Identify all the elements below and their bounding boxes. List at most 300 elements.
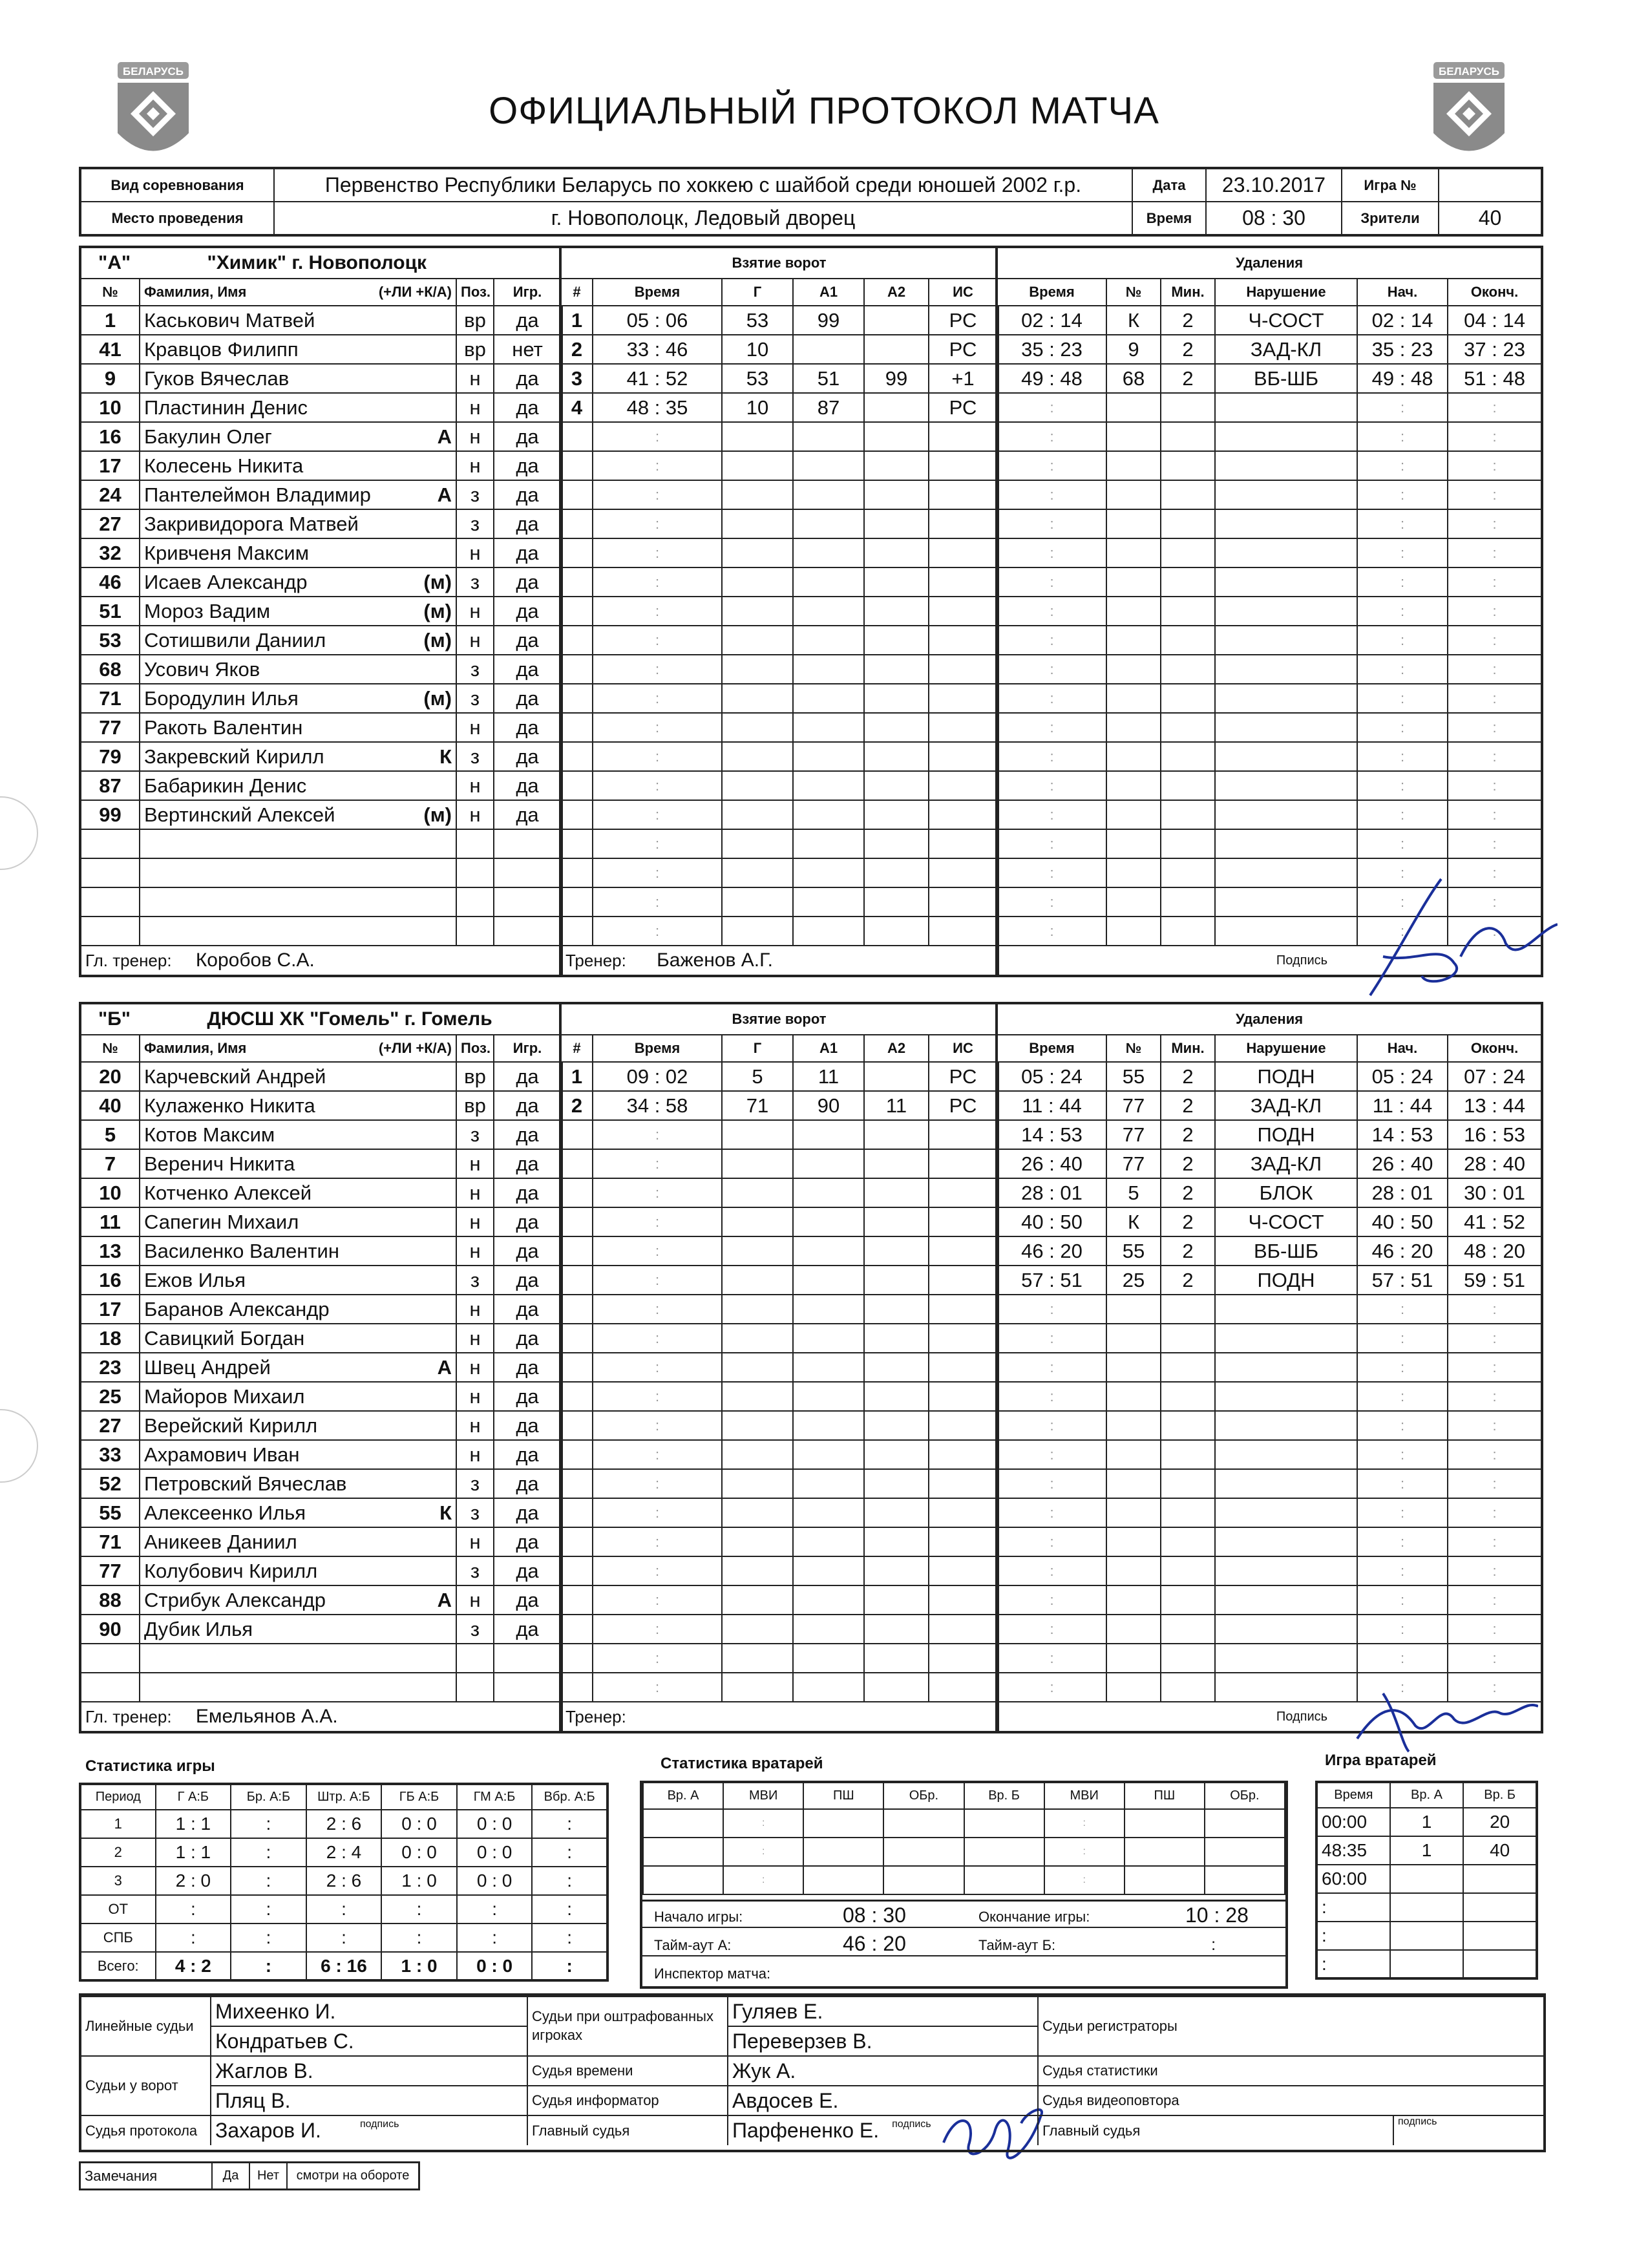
player-name-cell: [140, 626, 456, 655]
goal-time: 09 : 02: [593, 1062, 722, 1091]
col-goal: Г: [722, 1035, 793, 1062]
player-number: 33: [80, 1440, 140, 1469]
goalie-play-time: 60:00: [1316, 1865, 1390, 1893]
player-position: з: [456, 1615, 494, 1644]
stat-b: 0: [200, 1871, 211, 1891]
venue-label: Место проведения: [80, 202, 274, 235]
penalty-end: 13 : 44: [1448, 1091, 1542, 1120]
timeout-a-label: Тайм-аут А:: [654, 1937, 732, 1953]
penalty-end-sec: 01: [1503, 1181, 1525, 1204]
stat-gb: 0 : 0: [381, 1810, 457, 1838]
stat-br: :: [231, 1952, 306, 1980]
stat-a: 2: [175, 1871, 186, 1891]
player-name: Котченко Алексей: [144, 1181, 312, 1204]
penalty-minutes: 2: [1161, 1236, 1215, 1266]
stat-b: 2: [201, 1955, 211, 1976]
penalty-infraction: ВБ-ШБ: [1215, 1236, 1357, 1266]
player-number: 20: [80, 1062, 140, 1091]
player-row: [80, 451, 562, 480]
player-row: [80, 1673, 562, 1702]
player-name-cell: [140, 771, 456, 800]
penalty-row: [997, 364, 1542, 393]
goal-row: [560, 364, 998, 393]
player-position: н: [456, 1149, 494, 1178]
player-row: [80, 1149, 562, 1178]
player-name-cell: [140, 1295, 456, 1324]
head-coach-name: Емельянов А.А.: [195, 1706, 338, 1727]
stat-header: ГМ А:Б: [457, 1784, 533, 1810]
stat-a: 6: [321, 1955, 331, 1976]
stat-row: [80, 1810, 607, 1838]
player-name-cell: [140, 1498, 456, 1527]
stat-vb: :: [532, 1895, 607, 1924]
goalie-play-b: [1463, 1922, 1537, 1950]
player-position: н: [456, 1295, 494, 1324]
player-name-cell: [140, 1207, 456, 1236]
player-played: да: [494, 1091, 562, 1120]
penalty-min-time: 28: [1021, 1181, 1044, 1204]
player-name-cell: [140, 335, 456, 364]
goalie-play-row: [1316, 1865, 1537, 1893]
stat-period: 2: [80, 1838, 156, 1867]
player-row: [80, 887, 562, 917]
team-letter: "Б": [98, 1008, 131, 1030]
player-number: 1: [80, 306, 140, 335]
penalty-time: 14 : 53: [997, 1120, 1106, 1149]
goalie-play-row: [1316, 1836, 1537, 1865]
remarks-yes[interactable]: Да: [212, 2163, 249, 2190]
stat-gb: 1 : 0: [381, 1867, 457, 1895]
penalty-start-sec: 01: [1410, 1181, 1433, 1204]
date-value: 23.10.2017: [1206, 168, 1342, 202]
player-number: 79: [80, 742, 140, 771]
col-end: Оконч.: [1448, 279, 1542, 306]
player-role: А: [437, 1355, 452, 1379]
player-row: [80, 829, 562, 858]
player-name: Петровский Вячеслав: [144, 1472, 347, 1495]
col-infraction: Нарушение: [1215, 1035, 1357, 1062]
player-number: 10: [80, 1178, 140, 1207]
game-number-label: Игра №: [1342, 168, 1439, 202]
goal-row: [560, 306, 998, 335]
player-name-cell: [140, 1615, 456, 1644]
player-number: 18: [80, 1324, 140, 1353]
player-number: 52: [80, 1469, 140, 1498]
stat-a: 2: [326, 1871, 337, 1891]
player-name: Карчевский Андрей: [144, 1065, 326, 1088]
timekeeper-label: Судья времени: [527, 2056, 728, 2086]
penalty-end: 51 : 48: [1448, 364, 1542, 393]
stat-br: :: [231, 1895, 306, 1924]
player-role: (м): [423, 803, 452, 826]
player-position: н: [456, 597, 494, 626]
coach-label: Тренер:: [565, 951, 626, 970]
timekeeper-name: Жук А.: [728, 2056, 1038, 2086]
team_a-penalties: Удаления Время № Мин. Нарушение Нач. Оконч. 02 : 14 К 2 Ч-СОСТ 02 : 14 04 : 14 35 : 23 9 2 ЗАД-КЛ 35 : 23 37 : 23 49 : 48 68 2 ВБ-ШБ 49 : 48 51 : 48 : : : : : : : : : : : : : : : : : : : : : : : : : : : : : : : : : : : : : : : : : : : : : : : : : : : : : : : : : Подпись: [995, 246, 1543, 977]
player-number: 55: [80, 1498, 140, 1527]
penalty-minutes: 2: [1161, 1120, 1215, 1149]
player-number: 10: [80, 393, 140, 422]
player-position: н: [456, 1353, 494, 1382]
penalty-min-time: 46: [1021, 1239, 1044, 1262]
player-name-cell: [140, 538, 456, 567]
remarks-see-back[interactable]: смотри на обороте: [287, 2163, 419, 2190]
timeout-b-label: Тайм-аут Б:: [978, 1937, 1056, 1953]
officials-box: [79, 1993, 1546, 2152]
penalty-end-sec: 48: [1503, 366, 1525, 390]
goal-sec: 52: [665, 366, 688, 390]
player-name: Закревский Кирилл: [144, 745, 324, 768]
goal-situation: +1: [929, 364, 998, 393]
secretary-label: Судья протокола: [81, 2115, 211, 2145]
player-number: 41: [80, 335, 140, 364]
informer-name: Авдосев Е.: [728, 2086, 1038, 2115]
penalty-minutes: 2: [1161, 1062, 1215, 1091]
player-role: А: [437, 483, 452, 506]
linesman-2: Кондратьев С.: [211, 2026, 527, 2056]
stat-b: 0: [502, 1814, 512, 1834]
goal-assist-2: 11: [864, 1091, 929, 1120]
goal-assist-2: 99: [864, 364, 929, 393]
player-name-cell: [140, 1527, 456, 1556]
player-position: н: [456, 364, 494, 393]
goal-assist-2: [864, 335, 929, 364]
stat-header: Вбр. А:Б: [532, 1784, 607, 1810]
col-time: Время: [593, 279, 722, 306]
competition-label: Вид соревнования: [80, 168, 274, 202]
player-number: 77: [80, 713, 140, 742]
penalty-min-time: 11: [1022, 1094, 1043, 1117]
penalty-minutes: 2: [1161, 335, 1215, 364]
goalie-play-row: [1316, 1922, 1537, 1950]
player-name: Ракоть Валентин: [144, 715, 303, 739]
penalty-infraction: ЗАД-КЛ: [1215, 335, 1357, 364]
player-row: [80, 1178, 562, 1207]
player-played: да: [494, 800, 562, 829]
penalty-box-judge-1: Гуляев Е.: [728, 1997, 1038, 2026]
player-position: з: [456, 1266, 494, 1295]
player-played: [494, 917, 562, 946]
goal-judge-2: Пляц В.: [211, 2086, 527, 2115]
player-played: нет: [494, 335, 562, 364]
stat-gm: 0 : 0: [457, 1952, 533, 1980]
stat-vb: :: [532, 1952, 607, 1980]
stat-g: 2 : 0: [156, 1867, 231, 1895]
penalty-end-min: 28: [1464, 1152, 1486, 1175]
player-number: 90: [80, 1615, 140, 1644]
player-played: [494, 829, 562, 858]
penalty-player: К: [1106, 1207, 1161, 1236]
player-name-cell: [140, 713, 456, 742]
player-row: [80, 1207, 562, 1236]
player-position: н: [456, 1382, 494, 1411]
team-name: "Химик" г. Новополоцк: [207, 252, 427, 273]
player-position: [456, 858, 494, 887]
penalty-min-time: 05: [1021, 1065, 1044, 1088]
stat-period: 1: [80, 1810, 156, 1838]
player-name-cell: [140, 917, 456, 946]
player-played: да: [494, 364, 562, 393]
goal-sec: 58: [665, 1094, 688, 1117]
stat-header: Г А:Б: [156, 1784, 231, 1810]
penalty-time: 02 : 14: [997, 306, 1106, 335]
penalty-infraction: Ч-СОСТ: [1215, 306, 1357, 335]
col-pnum: №: [1106, 279, 1161, 306]
goalie-play-b: 20: [1463, 1808, 1537, 1836]
penalty-end-sec: 40: [1503, 1152, 1525, 1175]
penalty-infraction: Ч-СОСТ: [1215, 1207, 1357, 1236]
penalty-min-time: 26: [1021, 1152, 1044, 1175]
player-played: да: [494, 451, 562, 480]
goalie-stat-header: ПШ: [803, 1783, 883, 1809]
penalty-infraction: ЗАД-КЛ: [1215, 1091, 1357, 1120]
goalie-play-header: Вр. А: [1390, 1782, 1464, 1808]
logo-text: БЕЛАРУСЬ: [1439, 65, 1499, 78]
penalty-end: 04 : 14: [1448, 306, 1542, 335]
player-role: (м): [423, 628, 452, 652]
player-played: да: [494, 1556, 562, 1585]
stat-period: Всего:: [80, 1952, 156, 1980]
player-position: [456, 829, 494, 858]
player-number: 9: [80, 364, 140, 393]
player-role: (м): [423, 570, 452, 593]
player-position: н: [456, 1324, 494, 1353]
stat-row: [80, 1924, 607, 1952]
col-is: ИС: [929, 279, 998, 306]
player-position: [456, 887, 494, 917]
time-label: Время: [1132, 202, 1206, 235]
player-row: [80, 1062, 562, 1091]
player-name: Мороз Вадим: [144, 599, 271, 622]
penalty-start: 46 : 20: [1357, 1236, 1448, 1266]
player-name: Колубович Кирилл: [144, 1559, 318, 1582]
penalty-player: 77: [1106, 1091, 1161, 1120]
stat-a: 0: [476, 1814, 487, 1834]
player-number: 17: [80, 1295, 140, 1324]
player-name: Бородулин Илья: [144, 686, 299, 710]
penalty-start-sec: 50: [1410, 1210, 1433, 1233]
penalty-start-sec: 44: [1410, 1094, 1433, 1117]
penalty-infraction: ПОДН: [1215, 1062, 1357, 1091]
penalty-time: 26 : 40: [997, 1149, 1106, 1178]
remarks-label: Замечания: [80, 2163, 213, 2190]
penalty-min-time: 02: [1021, 308, 1044, 332]
penalty-infraction: ВБ-ШБ: [1215, 364, 1357, 393]
player-number: [80, 829, 140, 858]
player-position: вр: [456, 306, 494, 335]
penalty-sec-time: 24: [1060, 1065, 1083, 1088]
player-number: 32: [80, 538, 140, 567]
player-position: вр: [456, 335, 494, 364]
penalties-title: Удаления: [997, 1003, 1542, 1035]
col-name: Фамилия, Имя: [144, 1040, 247, 1056]
game-number-value: [1439, 168, 1542, 202]
player-name: Усович Яков: [144, 657, 260, 681]
player-name-cell: [140, 887, 456, 917]
stat-row: [80, 1838, 607, 1867]
player-position: [456, 917, 494, 946]
penalty-end: 48 : 20: [1448, 1236, 1542, 1266]
player-name: Бабарикин Денис: [144, 774, 307, 797]
penalty-end-sec: 53: [1503, 1123, 1525, 1146]
penalty-start: 35 : 23: [1357, 335, 1448, 364]
player-role: (м): [423, 686, 452, 710]
penalty-start-sec: 24: [1410, 1065, 1433, 1088]
player-played: [494, 1644, 562, 1673]
coach-label: Тренер:: [565, 1707, 626, 1726]
goal-number: 2: [560, 335, 593, 364]
remarks-no[interactable]: Нет: [249, 2163, 287, 2190]
stat-b: 16: [346, 1955, 367, 1976]
stat-a: 1: [175, 1814, 186, 1834]
timeout-a-value: 46 : 20: [843, 1932, 906, 1955]
chief-sign-label: подпись: [1393, 2115, 1543, 2145]
goalie-play-time: 00:00: [1316, 1808, 1390, 1836]
penalty-start: 14 : 53: [1357, 1120, 1448, 1149]
goal-min: 09: [626, 1065, 650, 1088]
player-position: з: [456, 1120, 494, 1149]
player-name-cell: [140, 1469, 456, 1498]
stat-gb: 1 : 0: [381, 1952, 457, 1980]
col-min: Мин.: [1161, 279, 1215, 306]
stat-b: 6: [351, 1814, 362, 1834]
player-played: да: [494, 393, 562, 422]
stat-gm: 0 : 0: [457, 1867, 533, 1895]
player-number: [80, 887, 140, 917]
goal-min: 34: [626, 1094, 650, 1117]
stats-judge-label: Судья статистики: [1038, 2056, 1543, 2086]
goal-row: [560, 1091, 998, 1120]
player-number: 88: [80, 1585, 140, 1615]
player-number: 16: [80, 1266, 140, 1295]
signature-label: Подпись: [1276, 953, 1328, 968]
penalty-start: 05 : 24: [1357, 1062, 1448, 1091]
player-name: Сотишвили Даниил: [144, 628, 326, 652]
col-pos: Поз.: [456, 279, 494, 306]
player-name-cell: [140, 1324, 456, 1353]
penalty-start-sec: 20: [1410, 1239, 1433, 1262]
player-role: А: [437, 425, 452, 448]
player-played: да: [494, 626, 562, 655]
stat-period: СПБ: [80, 1924, 156, 1952]
player-name: Вертинский Алексей: [144, 803, 335, 826]
stat-header: ГБ А:Б: [381, 1784, 457, 1810]
goalie-play-a: [1390, 1950, 1464, 1978]
col-played: Игр.: [494, 1035, 562, 1062]
penalty-min-time: 57: [1021, 1268, 1044, 1291]
player-played: да: [494, 771, 562, 800]
stat-br: :: [231, 1867, 306, 1895]
player-row: [80, 858, 562, 887]
player-position: н: [456, 1527, 494, 1556]
col-a2: А2: [864, 279, 929, 306]
team_b-penalties: Удаления Время № Мин. Нарушение Нач. Оконч. 05 : 24 55 2 ПОДН 05 : 24 07 : 24 11 : 44 77 2 ЗАД-КЛ 11 : 44 13 : 44 14 : 53 77 2 ПОДН 14 : 53 16 : 53 26 : 40 77 2 ЗАД-КЛ 26 : 40 28 : 40 28 : 01 5 2 БЛОК 28 : 01 30 : 01 40 : 50 К 2 Ч-СОСТ 40 : 50 41 : 52 46 : 20 55 2 ВБ-ШБ 46 : 20 48 : 20 57 : 51 25 2 ПОДН 57 : 51 59 : 51 : : : : : : : : : : : : : : : : : : : : : : : : : : : : : : : : : : : : : : : : : : Подпись: [995, 1002, 1543, 1733]
player-number: [80, 1673, 140, 1702]
player-name-cell: [140, 364, 456, 393]
player-number: [80, 858, 140, 887]
goal-scorer: 53: [722, 364, 793, 393]
penalty-sec-time: 53: [1060, 1123, 1083, 1146]
player-role: А: [437, 1588, 452, 1611]
goalie-play-a: [1390, 1893, 1464, 1922]
player-number: 16: [80, 422, 140, 451]
player-number: 24: [80, 480, 140, 509]
stat-gb: :: [381, 1895, 457, 1924]
referee-label: Главный судья: [527, 2115, 728, 2145]
col-time: Время: [593, 1035, 722, 1062]
player-name-cell: [140, 480, 456, 509]
stat-a: 2: [326, 1814, 337, 1834]
player-name: Ахрамович Иван: [144, 1443, 300, 1466]
penalty-start-min: 11: [1372, 1094, 1393, 1117]
penalty-player: 5: [1106, 1178, 1161, 1207]
stat-vb: :: [532, 1867, 607, 1895]
stat-gm: 0 : 0: [457, 1810, 533, 1838]
player-played: да: [494, 1062, 562, 1091]
penalty-row: [997, 1091, 1542, 1120]
player-name-cell: [140, 1236, 456, 1266]
player-name-cell: [140, 1644, 456, 1673]
player-name: Гуков Вячеслав: [144, 366, 290, 390]
goal-row: [560, 1062, 998, 1091]
player-name-cell: [140, 1673, 456, 1702]
player-name: Котов Максим: [144, 1123, 275, 1146]
stat-vb: :: [532, 1838, 607, 1867]
player-played: да: [494, 597, 562, 626]
penalty-end-sec: 24: [1503, 1065, 1525, 1088]
player-name: Стрибук Александр: [144, 1588, 326, 1611]
col-no: №: [80, 1035, 140, 1062]
penalty-end-min: 16: [1464, 1123, 1486, 1146]
penalty-minutes: 2: [1161, 1149, 1215, 1178]
stat-sh: 2 : 6: [306, 1810, 382, 1838]
stat-g: :: [156, 1924, 231, 1952]
stat-vb: :: [532, 1924, 607, 1952]
goalie-play-b: [1463, 1865, 1537, 1893]
player-played: да: [494, 1353, 562, 1382]
player-number: 7: [80, 1149, 140, 1178]
goalie-play-time: :: [1316, 1950, 1390, 1978]
player-number: 17: [80, 451, 140, 480]
player-played: да: [494, 1266, 562, 1295]
player-row: [80, 597, 562, 626]
penalty-player: 25: [1106, 1266, 1161, 1295]
player-name-cell: [140, 567, 456, 597]
player-row: [80, 742, 562, 771]
player-name-cell: [140, 1091, 456, 1120]
punch-hole: [0, 1409, 38, 1483]
col-start: Нач.: [1357, 279, 1448, 306]
player-played: да: [494, 1149, 562, 1178]
player-number: 87: [80, 771, 140, 800]
stat-b: 0: [427, 1814, 437, 1834]
goal-scorer: 10: [722, 335, 793, 364]
goal-time: 34 : 58: [593, 1091, 722, 1120]
player-position: [456, 1673, 494, 1702]
goal-number: 3: [560, 364, 593, 393]
player-played: да: [494, 1207, 562, 1236]
goal-situation: РС: [929, 335, 998, 364]
goalie-stats-title: Статистика вратарей: [660, 1755, 823, 1772]
stat-header: Штр. А:Б: [306, 1784, 382, 1810]
game-stats-table: [79, 1783, 609, 1982]
col-goal: Г: [722, 279, 793, 306]
player-played: [494, 858, 562, 887]
player-played: да: [494, 1411, 562, 1440]
player-name: Бакулин Олег: [144, 425, 272, 448]
player-row: [80, 626, 562, 655]
player-row: [80, 1440, 562, 1469]
